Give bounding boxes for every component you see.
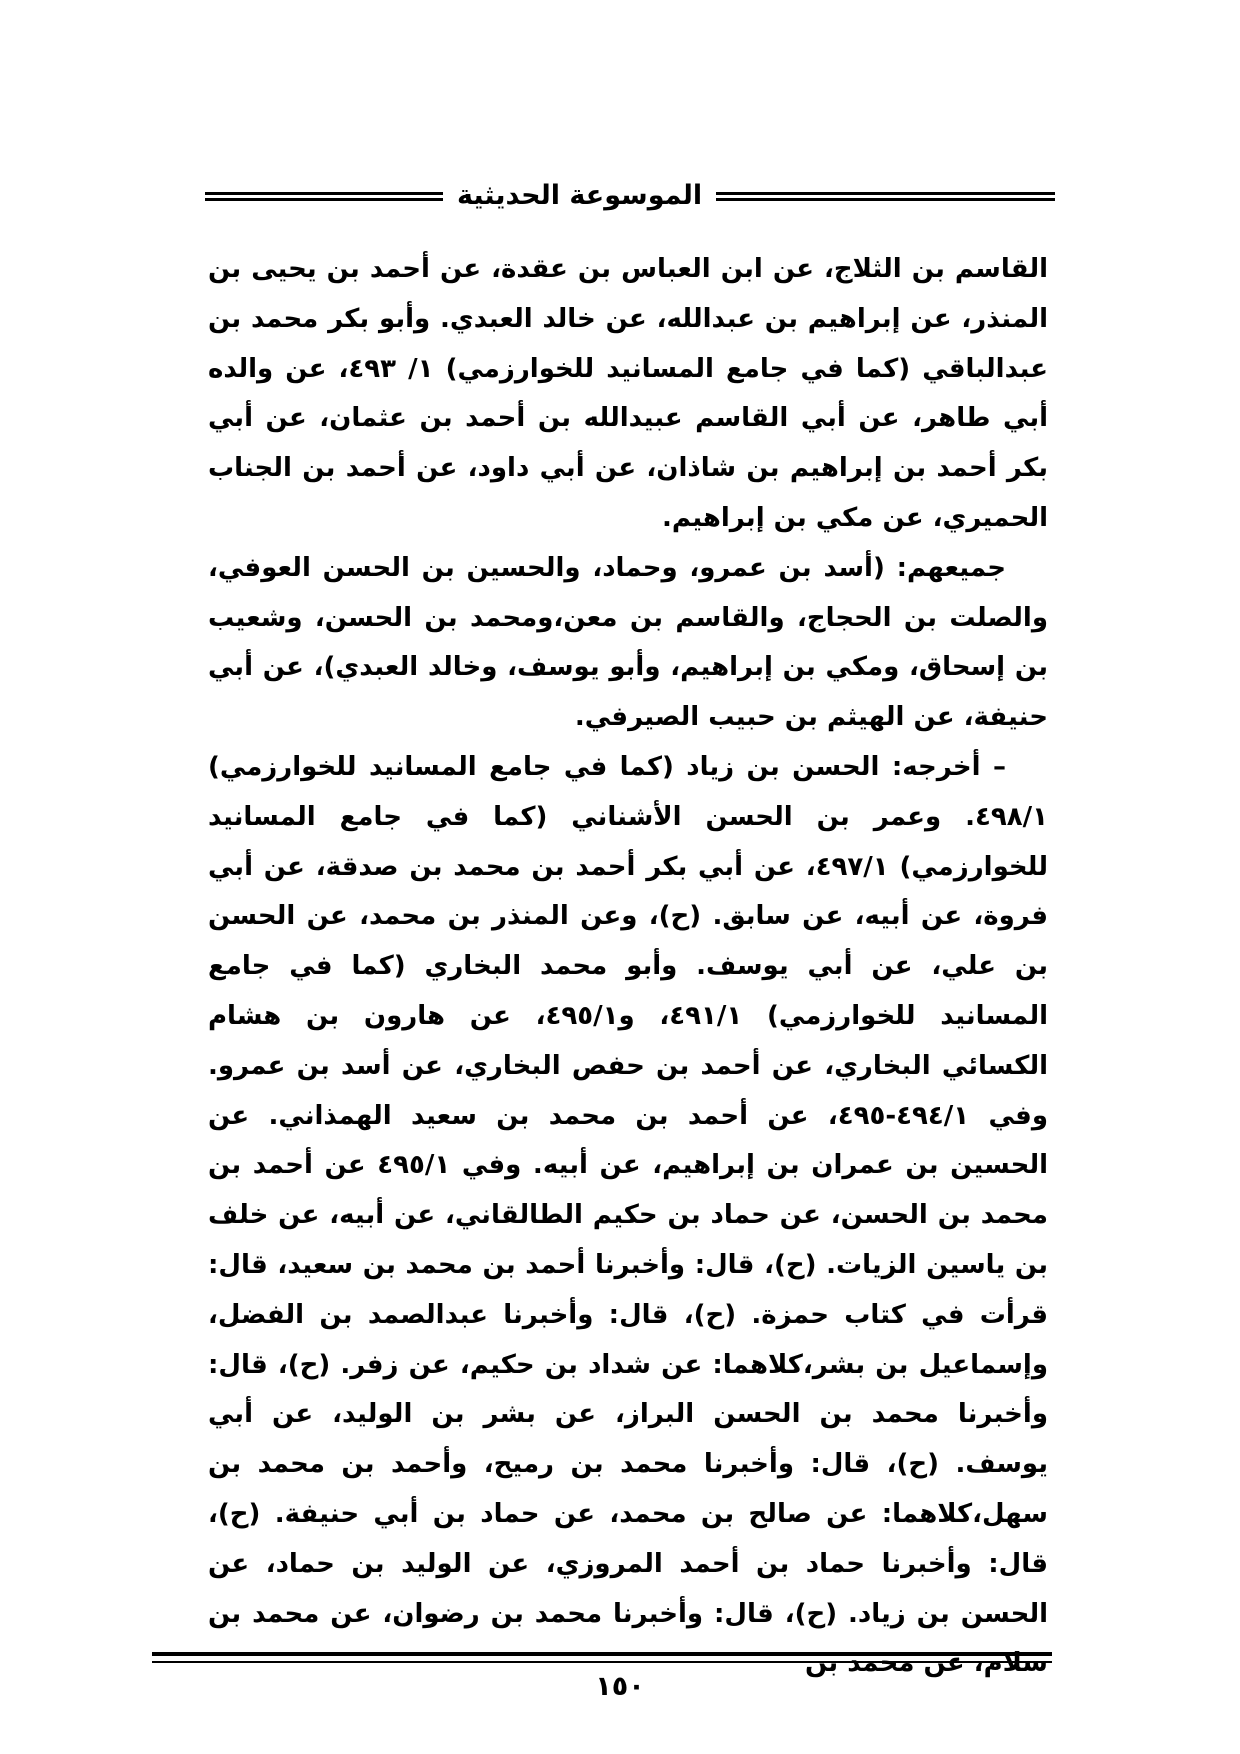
paragraph-3: – أخرجه: الحسن بن زياد (كما في جامع المسانيد للخوارزمي) ٤٩٨/١. وعمر بن الحسن الأشناني (كما في جامع المسانيد للخوارزمي) ٤٩٧/١، عن أبي بكر أحمد بن محمد بن صدقة، عن أبي فروة، عن أبيه، عن سابق. (ح)، وعن المنذر بن محمد، عن الحسن بن علي، عن أبي يوسف. وأبو محمد البخاري (كما في جامع المسانيد للخوارزمي) ٤٩١/١، و٤٩٥/١، عن هارون بن هشام الكسائي البخاري، عن أحمد بن حفص البخاري، عن أسد بن عمرو. وفي ٤٩٤/١-٤٩٥، عن أحمد بن محمد بن سعيد الهمذاني. عن الحسين بن عمران بن إبراهيم، عن أبيه. وفي ٤٩٥/١ عن أحمد بن محمد بن الحسن، عن حماد بن حكيم الطالقاني، عن أبيه، عن خلف بن ياسين الزيات. (ح)، قال: وأخبرنا أحمد بن محمد بن سعيد، قال: قرأت في كتاب حمزة. (ح)، قال: وأخبرنا عبدالصمد بن الفضل، وإسماعيل بن بشر،كلاهما: عن شداد بن حكيم، عن زفر. (ح)، قال: وأخبرنا محمد بن الحسن البراز، عن بشر بن الوليد، عن أبي يوسف. (ح)، قال: وأخبرنا محمد بن رميح، وأحمد بن محمد بن سهل،كلاهما: عن صالح بن محمد، عن حماد بن أبي حنيفة. (ح)، قال: وأخبرنا حماد بن أحمد المروزي، عن الوليد بن حماد، عن الحسن بن زياد. (ح)، قال: وأخبرنا محمد بن رضوان، عن محمد بن سلام، عن محمد بن xyxy=(208,751,1049,1679)
body-text xyxy=(208,245,1048,1689)
page-header xyxy=(205,178,1055,218)
page-number: ١٥٠ xyxy=(595,1671,645,1702)
book-title: الموسوعة الحديثية xyxy=(457,180,703,211)
footer-rule xyxy=(152,1652,1052,1663)
header-rule-left xyxy=(205,192,443,201)
header-rule-right xyxy=(716,192,1055,201)
header-title-box xyxy=(455,176,704,216)
paragraph-2: جميعهم: (أسد بن عمرو، وحماد، والحسين بن الحسن العوفي، والصلت بن الحجاج، والقاسم بن معن،ومحمد بن الحسن، وشعيب بن إسحاق، ومكي بن إبراهيم، وأبو يوسف، وخالد العبدي)، عن أبي حنيفة، عن الهيثم بن حبيب الصيرفي. xyxy=(208,552,1048,733)
paragraph-1: القاسم بن الثلاج، عن ابن العباس بن عقدة، عن أحمد بن يحيى بن المنذر، عن إبراهيم بن عبدالله، عن خالد العبدي. وأبو بكر محمد بن عبدالباقي (كما في جامع المسانيد للخوارزمي) ١/ ٤٩٣، عن والده أبي طاهر، عن أبي القاسم عبيدالله بن أحمد بن عثمان، عن أبي بكر أحمد بن إبراهيم بن شاذان، عن أبي داود، عن أحمد بن الجناب الحميري، عن مكي بن إبراهيم. xyxy=(208,254,1048,533)
